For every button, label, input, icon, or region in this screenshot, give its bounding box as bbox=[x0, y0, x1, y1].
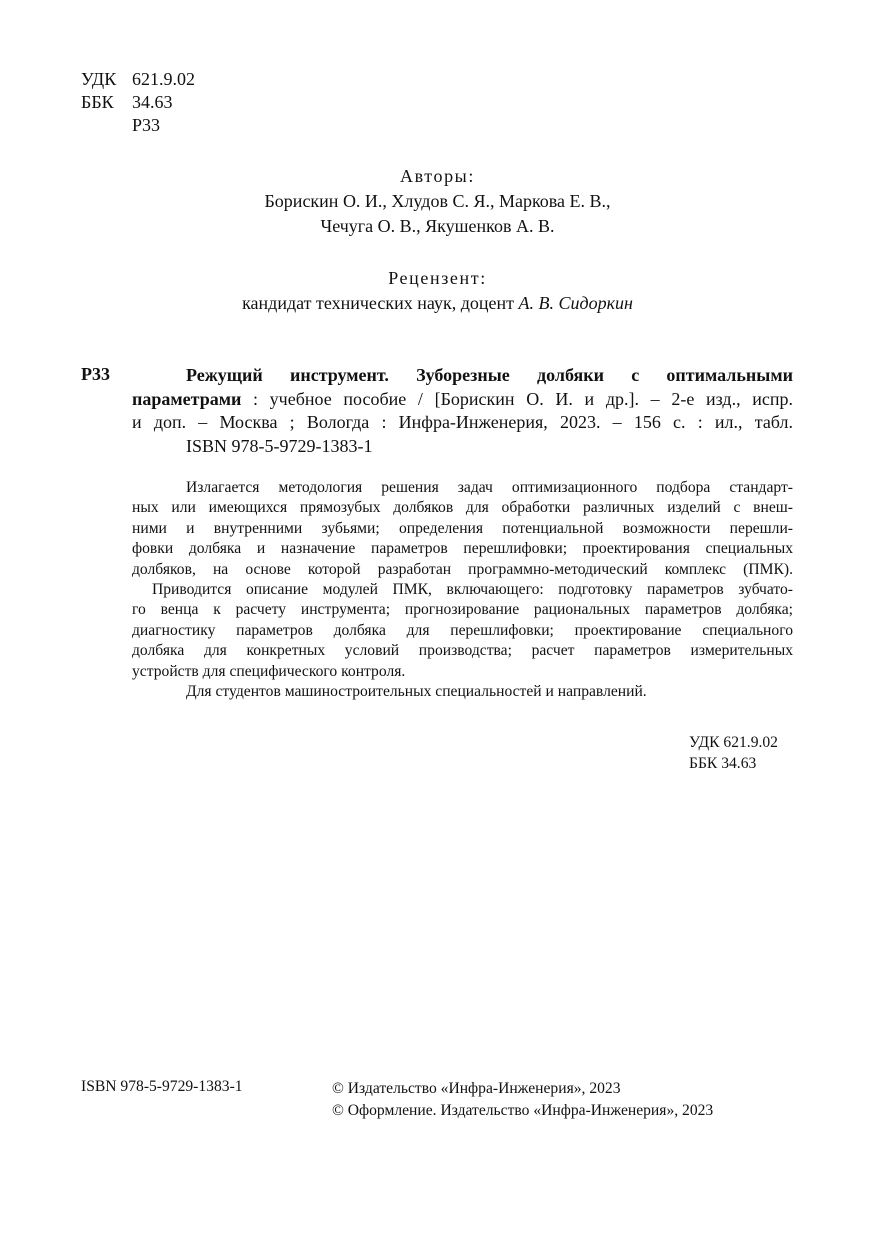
bibliographic-record bbox=[132, 364, 793, 458]
copyright-design: © Оформление. Издательство «Инфра-Инженерия», 2023 bbox=[332, 1102, 714, 1119]
classification-right bbox=[689, 732, 778, 774]
copyright-block bbox=[332, 1078, 713, 1122]
authors-line-2: Чечуга О. В., Якушенков А. В. bbox=[320, 216, 555, 236]
abstract-line: диагностику параметров долбяка для перешлифовки; проектирование специального bbox=[132, 621, 793, 639]
reviewer-prefix: кандидат технических наук, доцент bbox=[242, 293, 519, 313]
udk-label: УДК bbox=[81, 69, 117, 89]
abstract bbox=[132, 478, 793, 702]
abstract-line: фовки долбяка и назначение параметров перешлифовки; проектирования специальных bbox=[132, 540, 793, 558]
abstract-line: устройств для специфического контроля. bbox=[132, 662, 406, 680]
udk-value: 621.9.02 bbox=[132, 69, 195, 89]
abstract-audience: Для студентов машиностроительных специальностей и направлений. bbox=[186, 683, 647, 701]
authors-block bbox=[0, 164, 875, 239]
biblio-title-1: Режущий инструмент. Зуборезные долбяки с оптимальными bbox=[186, 365, 793, 385]
reviewer-block bbox=[0, 266, 875, 316]
bbk-right: ББК 34.63 bbox=[689, 755, 757, 772]
classification-block bbox=[81, 68, 195, 137]
abstract-line: долбяков, на основе которой разработан программно-методический комплекс (ПМК). bbox=[132, 560, 793, 578]
biblio-isbn: ISBN 978-5-9729-1383-1 bbox=[186, 435, 373, 456]
abstract-line: ними и внутренними зубьями; определения потенциальной возможности перешли- bbox=[132, 519, 793, 537]
biblio-line-3: и доп. – Москва ; Вологда : Инфра-Инженерия, 2023. – 156 с. : ил., табл. bbox=[132, 412, 793, 432]
biblio-title-2: параметрами bbox=[132, 388, 242, 409]
copyright-publisher: © Издательство «Инфра-Инженерия», 2023 bbox=[332, 1080, 621, 1097]
authors-heading: Авторы: bbox=[400, 166, 475, 186]
bbk-row bbox=[81, 91, 195, 114]
reviewer-line bbox=[0, 291, 875, 316]
biblio-title-line-1 bbox=[132, 364, 793, 388]
bbk-value: 34.63 bbox=[132, 92, 173, 112]
biblio-title-rest: : учебное пособие / [Борискин О. И. и др.]. – 2-е изд., испр. bbox=[241, 388, 793, 409]
abstract-line: долбяка для конкретных условий производства; расчет параметров измерительных bbox=[132, 642, 793, 660]
bbk-label: ББК bbox=[81, 92, 114, 112]
footer-isbn: ISBN 978-5-9729-1383-1 bbox=[81, 1078, 243, 1095]
abstract-line: ных или имеющихся прямозубых долбяков для обработки различных изделий с внеш- bbox=[132, 499, 793, 517]
biblio-code: Р33 bbox=[81, 364, 110, 384]
abstract-line: го венца к расчету инструмента; прогнозирование рациональных параметров долбяка; bbox=[132, 601, 793, 619]
abstract-line: Приводится описание модулей ПМК, включающего: подготовку параметров зубчато- bbox=[152, 581, 793, 599]
udk-row bbox=[81, 68, 195, 91]
author-mark: Р33 bbox=[132, 115, 161, 135]
reviewer-heading: Рецензент: bbox=[388, 268, 487, 288]
abstract-line: Излагается методология решения задач оптимизационного подбора стандарт- bbox=[186, 479, 793, 496]
biblio-title-line-2 bbox=[132, 388, 793, 412]
authors-line-1: Борискин О. И., Хлудов С. Я., Маркова Е. В., bbox=[264, 191, 611, 211]
reviewer-name: А. В. Сидоркин bbox=[518, 293, 633, 313]
udk-right: УДК 621.9.02 bbox=[689, 734, 778, 751]
